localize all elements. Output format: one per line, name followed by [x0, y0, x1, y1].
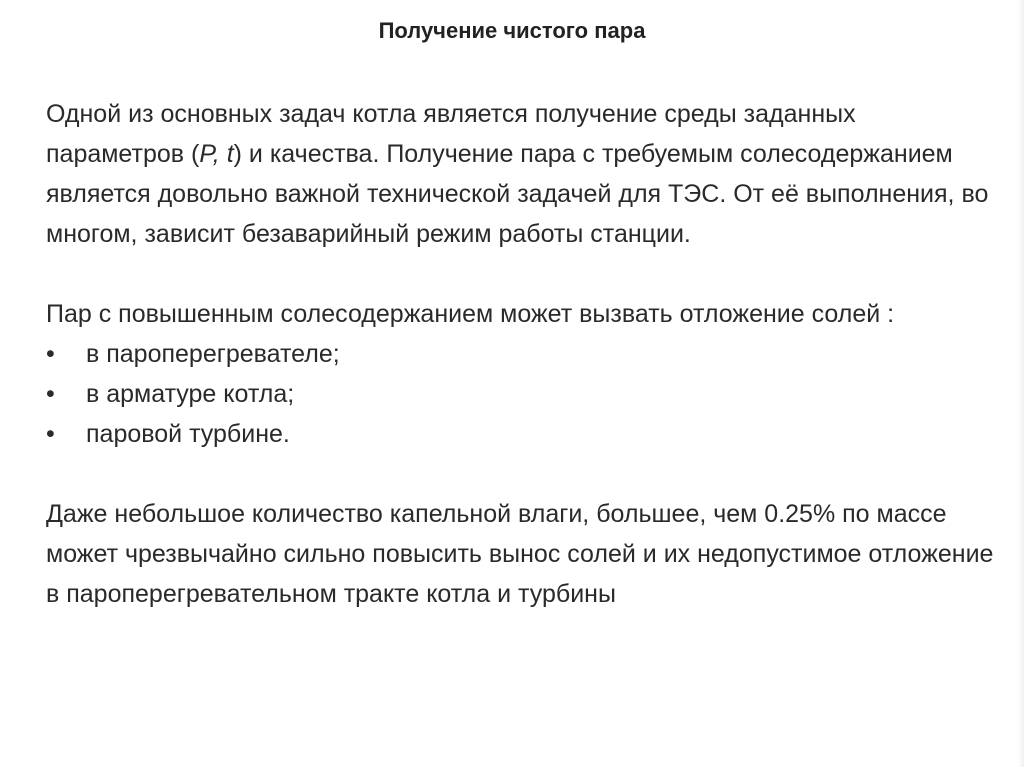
paragraph-gap — [46, 254, 996, 294]
paragraph-gap — [46, 454, 996, 494]
bullet-icon: • — [46, 380, 55, 408]
paragraph-main-task-part1: Одной из основных задач котла является получение среды заданных параметров ( — [46, 100, 856, 168]
list-item — [46, 414, 996, 454]
variable-pressure: P, — [199, 140, 220, 168]
variable-temperature: t — [226, 140, 234, 168]
list-item-text: в пароперегревателе; — [86, 340, 340, 368]
list-item-text: паровой турбине. — [86, 420, 290, 448]
paragraph-salt-intro: Пар с повышенным солесодержанием может вызвать отложение солей : — [46, 300, 895, 328]
slide-edge-shadow — [1018, 0, 1024, 767]
paragraph-droplet-moisture: Даже небольшое количество капельной влаги, большее, чем 0.25% по массе может чрезвычайно сильно повысить вынос солей и их недопустимое отложение в пароперегревательном тракте котла и турбины — [46, 500, 994, 608]
slide-body — [46, 94, 996, 614]
bullet-icon: • — [46, 340, 55, 368]
bullet-icon: • — [46, 420, 55, 448]
paragraph-main-task-space — [220, 140, 227, 168]
list-item — [46, 334, 996, 374]
paragraph-main-task — [46, 94, 996, 254]
slide-title: Получение чистого пара — [378, 18, 646, 43]
salt-deposit-list — [46, 334, 996, 454]
paragraph-main-task-part3: ) и качества. Получение пара с требуемым солесодержанием является довольно важной технической задачей для ТЭС. От её выполнения, во многом, зависит безаварийный режим работы станции. — [46, 140, 989, 248]
list-item — [46, 374, 996, 414]
list-item-text: в арматуре котла; — [86, 380, 295, 408]
